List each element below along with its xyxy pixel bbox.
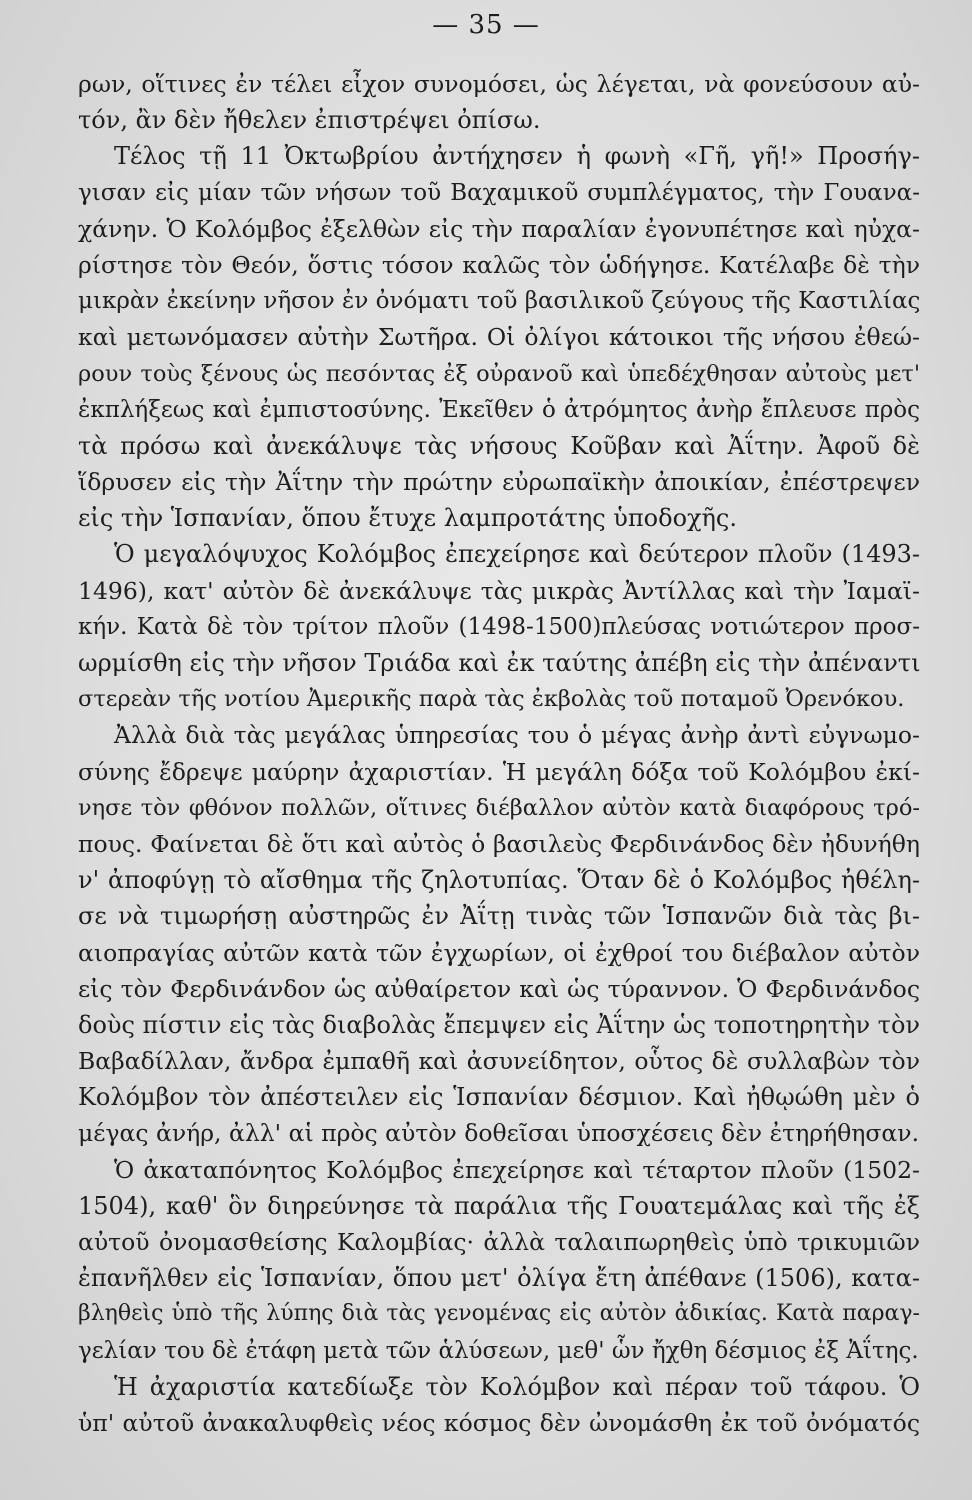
text-line: ρίστησε τὸν Θεόν, ὅστις τόσον καλῶς τὸν ὡδήγησε. Κατέλαβε δὲ τὴν (78, 250, 920, 279)
text-line: μικρὰν ἐκείνην νῆσον ἐν ὀνόματι τοῦ βασιλικοῦ ζεύγους τῆς Καστιλίας (78, 288, 920, 315)
page-number: — 35 — (432, 10, 540, 40)
text-line: δοὺς πίστιν εἰς τὰς διαβολὰς ἔπεμψεν εἰς Ἀΐτην ὡς τοποτηρητὴν τὸν (78, 1010, 920, 1039)
text-line: ὑπ' αὐτοῦ ἀνακαλυφθεὶς νέος κόσμος δὲν ὠνομάσθη ἐκ τοῦ ὀνόματός (78, 1408, 920, 1437)
text-line: ρων, οἵτινες ἐν τέλει εἶχον συνομόσει, ὡς λέγεται, νὰ φονεύσουν αὐ- (78, 70, 920, 98)
text-line: πους. Φαίνεται δὲ ὅτι καὶ αὐτὸς ὁ βασιλεὺς Φερδινάνδος δὲν ἠδυνήθη (78, 829, 920, 858)
text-line: ρουν τοὺς ξένους ὡς πεσόντας ἐξ οὐρανοῦ καὶ ὑπεδέχθησαν αὐτοὺς μετ' (78, 360, 920, 387)
text-line: 1504), καθ' ὃν διηρεύνησε τὰ παράλια τῆς Γουατεμάλας καὶ τῆς ἐξ (78, 1191, 920, 1220)
text-line: σε νὰ τιμωρήσῃ αὐστηρῶς ἐν Ἀΐτῃ τινὰς τῶν Ἱσπανῶν διὰ τὰς βι- (78, 902, 920, 931)
text-line: ωρμίσθη εἰς τὴν νῆσον Τριάδα καὶ ἐκ ταύτης ἀπέβη εἰς τὴν ἀπέναντι (78, 649, 920, 677)
body-text (78, 66, 920, 1441)
text-line: μέγας ἀνήρ, ἀλλ' αἱ πρὸς αὐτὸν δοθεῖσαι ὑποσχέσεις δὲν ἐτηρήθησαν. (78, 1119, 920, 1148)
text-line: τόν, ἂν δὲν ἤθελεν ἐπιστρέψει ὀπίσω. (78, 106, 541, 135)
text-line: ἵδρυσεν εἰς τὴν Ἀΐτην τὴν πρώτην εὐρωπαϊκὴν ἀποικίαν, ἐπέστρεψεν (78, 468, 920, 497)
text-line: καὶ μετωνόμασεν αὐτὴν Σωτῆρα. Οἱ ὀλίγοι κάτοικοι τῆς νήσου ἐθεώ- (78, 323, 920, 352)
text-line: βληθεὶς ὑπὸ τῆς λύπης διὰ τὰς γενομένας εἰς αὐτὸν ἀδικίας. Κατὰ παραγ- (78, 1301, 920, 1327)
text-line: στερεὰν τῆς νοτίου Ἀμερικῆς παρὰ τὰς ἐκβολὰς τοῦ ποταμοῦ Ὀρενόκου. (78, 686, 905, 713)
text-line: σύνης ἔδρεψε μαύρην ἀχαριστίαν. Ἡ μεγάλη δόξα τοῦ Κολόμβου ἐκί- (78, 757, 920, 786)
text-line: νησε τὸν φθόνον πολλῶν, οἵτινες διέβαλλον αὐτὸν κατὰ διαφόρους τρό- (78, 794, 920, 821)
text-line: εἰς τὴν Ἱσπανίαν, ὅπου ἔτυχε λαμπροτάτης ὑποδοχῆς. (78, 504, 738, 533)
text-line: Κολόμβον τὸν ἀπέστειλεν εἰς Ἱσπανίαν δέσμιον. Καὶ ἠθῳώθη μὲν ὁ (78, 1083, 920, 1112)
text-line: κήν. Κατὰ δὲ τὸν τρίτον πλοῦν (1498-1500)πλεύσας νοτιώτερον προσ- (78, 613, 920, 640)
text-line: τὰ πρόσω καὶ ἀνεκάλυψε τὰς νήσους Κοῦβαν καὶ Ἀΐτην. Ἀφοῦ δὲ (78, 431, 920, 460)
paragraph-start-line: Ὁ μεγαλόψυχος Κολόμβος ἐπεχείρησε καὶ δεύτερον πλοῦν (1493- (114, 540, 920, 569)
text-line: γελίαν του δὲ ἐτάφη μετὰ τῶν ἁλύσεων, μεθ' ὧν ἤχθη δέσμιος ἐξ Ἀΐτης. (78, 1337, 919, 1364)
text-line: Βαβαδίλλαν, ἄνδρα ἐμπαθῆ καὶ ἀσυνείδητον, οὗτος δὲ συλλαβὼν τὸν (78, 1047, 920, 1076)
paragraph-start-line: Ὁ ἀκαταπόνητος Κολόμβος ἐπεχείρησε καὶ τέταρτον πλοῦν (1502- (114, 1155, 920, 1184)
paragraph-start-line: Τέλος τῇ 11 Ὀκτωβρίου ἀντήχησεν ἡ φωνὴ «Γῆ, γῆ!» Προσήγ- (114, 142, 920, 171)
paragraph-start-line: Ἀλλὰ διὰ τὰς μεγάλας ὑπηρεσίας του ὁ μέγας ἀνὴρ ἀντὶ εὐγνωμο- (114, 721, 920, 750)
paragraph-start-line: Ἡ ἀχαριστία κατεδίωξε τὸν Κολόμβον καὶ πέραν τοῦ τάφου. Ὁ (114, 1372, 920, 1401)
text-line: χάνην. Ὁ Κολόμβος ἐξελθὼν εἰς τὴν παραλίαν ἐγονυπέτησε καὶ ηὐχα- (78, 214, 920, 243)
text-line: αὐτοῦ ὀνομασθείσης Καλομβίας· ἀλλὰ ταλαιπωρηθεὶς ὑπὸ τρικυμιῶν (78, 1228, 920, 1256)
text-line: ν' ἀποφύγῃ τὸ αἴσθημα τῆς ζηλοτυπίας. Ὅταν δὲ ὁ Κολόμβος ἠθέλη- (78, 866, 920, 895)
text-line: εἰς τὸν Φερδινάνδον ὡς αὐθαίρετον καὶ ὡς τύραννον. Ὁ Φερδινάνδος (78, 974, 920, 1003)
text-line: 1496), κατ' αὐτὸν δὲ ἀνεκάλυψε τὰς μικρὰς Ἀντίλλας καὶ τὴν Ἰαμαϊ- (78, 576, 920, 605)
text-line: αιοπραγίας αὐτῶν κατὰ τῶν ἐγχωρίων, οἱ ἐχθροί του διέβαλον αὐτὸν (78, 938, 920, 967)
text-line: γισαν εἰς μίαν τῶν νήσων τοῦ Βαχαμικοῦ συμπλέγματος, τὴν Γουανα- (78, 179, 920, 206)
text-line: ἐπανῆλθεν εἰς Ἱσπανίαν, ὅπου μετ' ὀλίγα ἔτη ἀπέθανε (1506), κατα- (78, 1264, 920, 1293)
text-line: ἐκπλήξεως καὶ ἐμπιστοσύνης. Ἐκεῖθεν ὁ ἀτρόμητος ἀνὴρ ἔπλευσε πρὸς (78, 396, 920, 423)
